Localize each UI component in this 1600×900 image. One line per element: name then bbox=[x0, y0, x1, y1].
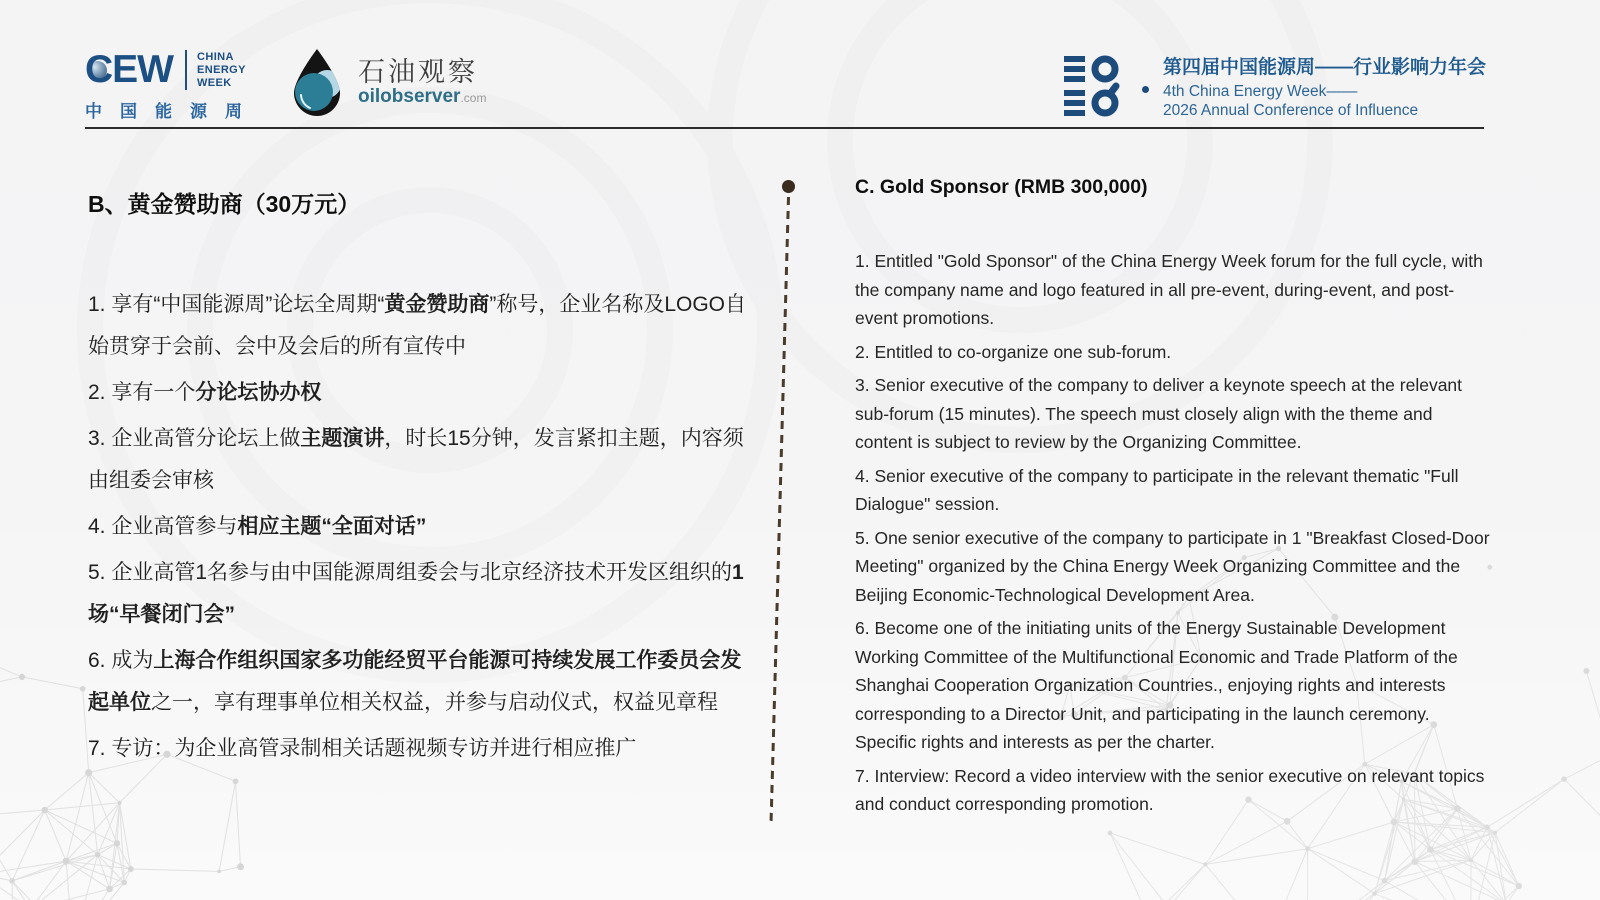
event-title-cn: 第四届中国能源周——行业影响力年会 bbox=[1162, 57, 1486, 78]
wordmark-line: CHINA bbox=[197, 50, 234, 63]
list-item-cn: 5. 企业高管1名参与由中国能源周组委会与北京经济技术开发区组织的1场“早餐闭门会” bbox=[88, 561, 744, 626]
header-rule bbox=[85, 127, 1484, 129]
list-item-en: 3. Senior executive of the company to deliver a keynote speech at the relevant sub-forum (15 minutes). The speech must closely align with the theme and content is subject to review by the Organizing Committee. bbox=[855, 375, 1463, 452]
wordmark-line: WEEK bbox=[197, 76, 232, 89]
divider-dot bbox=[782, 180, 795, 193]
list-item-en: 5. One senior executive of the company to participate in 1 "Breakfast Closed-Door Meeting" organized by the China Energy Week Organizing Committee and the Beijing Economic-Technological Development Area. bbox=[855, 527, 1490, 605]
benefits-list-cn bbox=[88, 284, 750, 770]
list-item-en: 6. Become one of the initiating units of the Energy Sustainable Development Working Committee of the Multifunctional Economic and Trade Platform of the Shanghai Cooperation Organization Countries., enjoying rights and interests corresponding to a Director Unit, and participating in the launch ceremony. Specific rights and interests as per the charter. bbox=[855, 618, 1458, 752]
oilobserver-logo bbox=[287, 48, 486, 116]
year-2026-mark bbox=[1064, 55, 1128, 117]
benefits-list-en bbox=[855, 247, 1493, 819]
list-item-en: 1. Entitled "Gold Sponsor" of the China Energy Week forum for the full cycle, with the company name and logo featured in all pre-event, during-event, and post-event promotions. bbox=[855, 251, 1483, 328]
list-item-en: 4. Senior executive of the company to participate in the relevant thematic "Full Dialogue" session. bbox=[855, 465, 1459, 514]
list-item-cn: 2. 享有一个分论坛协办权 bbox=[88, 381, 322, 404]
logo-separator bbox=[185, 50, 187, 90]
event-title-en-line1: 4th China Energy Week—— bbox=[1162, 83, 1358, 100]
oil-droplet-icon bbox=[287, 48, 347, 116]
cew-logo bbox=[85, 50, 260, 122]
oilobserver-domain: oilobserver.com bbox=[358, 85, 487, 107]
list-item-cn: 1. 享有“中国能源周”论坛全周期“黄金赞助商”称号，企业名称及LOGO自始贯穿于会前、会中及会后的所有宣传中 bbox=[88, 293, 747, 358]
section-heading-en: C. Gold Sponsor (RMB 300,000) bbox=[855, 176, 1148, 198]
event-logo bbox=[1064, 52, 1486, 120]
oilobserver-chinese-name: 石油观察 bbox=[358, 56, 478, 87]
section-heading-cn: B、黄金赞助商（30万元） bbox=[88, 191, 361, 217]
english-column bbox=[855, 176, 1493, 824]
logo-dot bbox=[1142, 86, 1149, 93]
cew-wordmark bbox=[197, 51, 246, 90]
event-title-en-line2: 2026 Annual Conference of Influence bbox=[1162, 102, 1419, 119]
cew-logo-text: CEW bbox=[85, 48, 173, 91]
list-item-cn: 7. 专访：为企业高管录制相关话题视频专访并进行相应推广 bbox=[88, 737, 637, 760]
wordmark-line: ENERGY bbox=[197, 63, 246, 76]
list-item-cn: 3. 企业高管分论坛上做主题演讲，时长15分钟，发言紧扣主题，内容须由组委会审核 bbox=[88, 427, 744, 492]
list-item-cn: 4. 企业高管参与相应主题“全面对话” bbox=[88, 515, 427, 538]
list-item-en: 2. Entitled to co-organize one sub-forum. bbox=[855, 341, 1172, 362]
chinese-column bbox=[88, 186, 750, 774]
list-item-en: 7. Interview: Record a video interview with the senior executive on relevant topics and conduct corresponding promotion. bbox=[855, 765, 1485, 814]
cew-chinese-name: 中国能源周 bbox=[85, 102, 260, 121]
list-item-cn: 6. 成为上海合作组织国家多功能经贸平台能源可持续发展工作委员会发起单位之一，享有理事单位相关权益，并参与启动仪式，权益见章程 bbox=[88, 649, 742, 714]
